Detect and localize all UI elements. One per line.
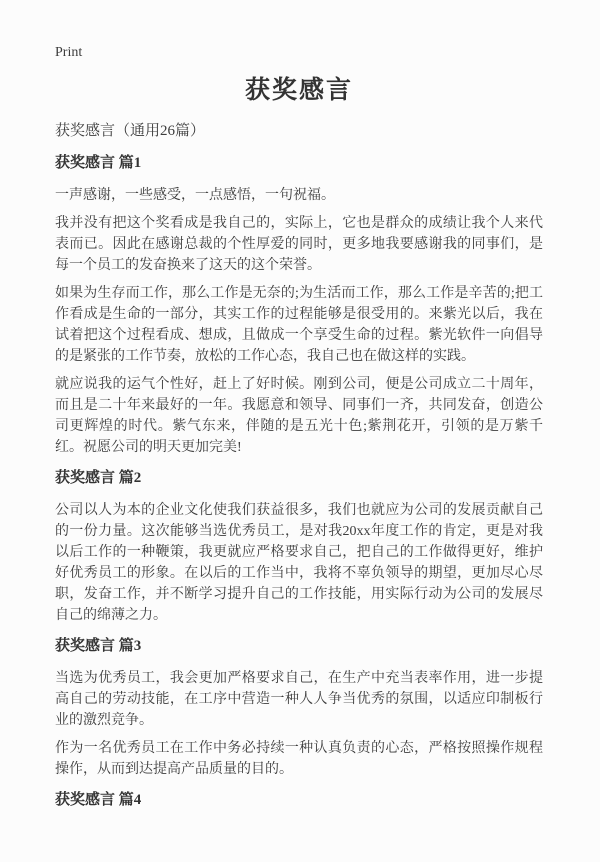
section-heading-pian2: 获奖感言 篇2 [55, 470, 142, 486]
paragraph: 作为一名优秀员工在工作中务必持续一种认真负责的心态，严格按照操作规程操作，从而到达提高产品质量的目的。 [55, 741, 543, 777]
paragraph: 如果为生存而工作，那么工作是无奈的;为生活而工作，那么工作是辛苦的;把工作看成是生命的一部分，其实工作的过程能够是很受用的。来紫光以后，我在试着把这个过程看成、想成，且做成一个享受生命的过程。紫光软件一向倡导的是紧张的工作节奏，放松的工作心态，我自己也在做这样的实践。 [55, 286, 543, 364]
paragraph: 就应说我的运气个性好，赶上了好时候。刚到公司，便是公司成立二十周年，而且是二十年来最好的一年。我愿意和领导、同事们一齐，共同发奋，创造公司更辉煌的时代。紫气东来，伴随的是五光十色;紫荆花开，引领的是万紫千红。祝愿公司的明天更加完美! [55, 377, 543, 455]
paragraph: 我并没有把这个奖看成是我自己的，实际上，它也是群众的成绩让我个人来代表而已。因此在感谢总裁的个性厚爱的同时，更多地我要感谢我的同事们，是每一个员工的发奋换来了这天的这个荣誉。 [55, 216, 543, 273]
paragraph: 当选为优秀员工，我会更加严格要求自己，在生产中充当表率作用，进一步提高自己的劳动技能，在工序中营造一种人人争当优秀的氛围，以适应印制板行业的激烈竞争。 [55, 671, 543, 728]
print-button[interactable]: Print [55, 45, 83, 60]
section-heading-pian1: 获奖感言 篇1 [55, 155, 142, 171]
page-title: 获奖感言 [244, 77, 353, 104]
paragraph: 一声感谢，一些感受，一点感悟，一句祝福。 [55, 188, 335, 203]
doc-subtitle: 获奖感言（通用26篇） [55, 123, 206, 139]
section-heading-pian4: 获奖感言 篇4 [55, 792, 142, 808]
section-heading-pian3: 获奖感言 篇3 [55, 638, 142, 654]
paragraph: 公司以人为本的企业文化使我们获益很多，我们也就应为公司的发展贡献自己的一份力量。这次能够当选优秀员工，是对我20xx年度工作的肯定，更是对我以后工作的一种鞭策，我更就应严格要求自己，把自己的工作做得更好，维护好优秀员工的形象。在以后的工作当中，我将不辜负领导的期望，更加尽心尽职，发奋工作，并不断学习提升自己的工作技能，用实际行动为公司的发展尽自己的绵薄之力。 [55, 503, 543, 623]
